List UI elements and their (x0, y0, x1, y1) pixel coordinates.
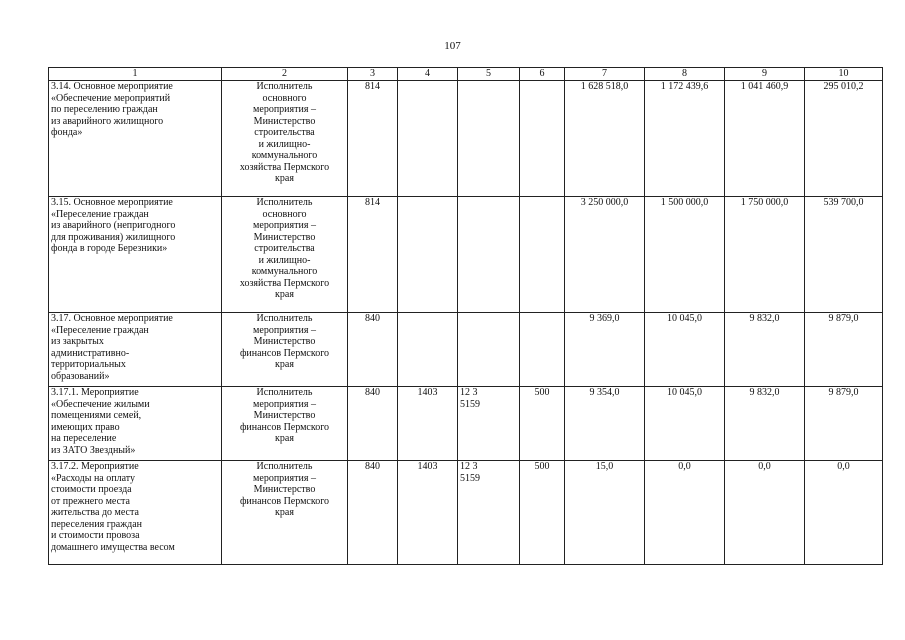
column-header: 4 (398, 68, 458, 81)
column-header: 3 (348, 68, 398, 81)
cell-section (398, 313, 458, 387)
cell-section: 1403 (398, 461, 458, 565)
table-row (49, 81, 883, 197)
executor: Исполнитель основного мероприятия – Министерство строительства и жилищно- коммунального хозяйства Пермского края (222, 197, 348, 313)
cell-grbs: 840 (348, 461, 398, 565)
cell-grbs: 840 (348, 387, 398, 461)
cell-grbs: 840 (348, 313, 398, 387)
cell-year-1: 15,0 (565, 461, 645, 565)
cell-year-4: 295 010,2 (805, 81, 883, 197)
column-header: 5 (458, 68, 520, 81)
executor: Исполнитель мероприятия – Министерство финансов Пермского края (222, 461, 348, 565)
executor: Исполнитель основного мероприятия – Министерство строительства и жилищно- коммунального хозяйства Пермского края (222, 81, 348, 197)
column-header: 1 (49, 68, 222, 81)
cell-target (458, 81, 520, 197)
activity-name: 3.17. Основное мероприятие «Переселение граждан из закрытых административно- территориальных образований» (49, 313, 222, 387)
header-row (49, 68, 883, 81)
column-header: 2 (222, 68, 348, 81)
activity-name: 3.15. Основное мероприятие «Переселение граждан из аварийного (непригодного для проживания) жилищного фонда в городе Березники» (49, 197, 222, 313)
cell-kind (520, 197, 565, 313)
cell-year-1: 9 369,0 (565, 313, 645, 387)
cell-year-3: 9 832,0 (725, 387, 805, 461)
cell-target (458, 313, 520, 387)
activity-name: 3.17.1. Мероприятие «Обеспечение жилыми помещениями семей, имеющих право на переселение из ЗАТО Звездный» (49, 387, 222, 461)
executor: Исполнитель мероприятия – Министерство финансов Пермского края (222, 313, 348, 387)
table-row (49, 387, 883, 461)
budget-table (48, 67, 883, 565)
column-header: 8 (645, 68, 725, 81)
cell-year-4: 9 879,0 (805, 387, 883, 461)
cell-year-2: 10 045,0 (645, 313, 725, 387)
activity-name: 3.14. Основное мероприятие «Обеспечение мероприятий по переселению граждан из аварийного жилищного фонда» (49, 81, 222, 197)
table-row (49, 461, 883, 565)
column-header: 6 (520, 68, 565, 81)
cell-year-3: 1 750 000,0 (725, 197, 805, 313)
table-row (49, 313, 883, 387)
cell-kind: 500 (520, 387, 565, 461)
cell-year-4: 539 700,0 (805, 197, 883, 313)
cell-kind (520, 81, 565, 197)
cell-kind: 500 (520, 461, 565, 565)
cell-year-1: 9 354,0 (565, 387, 645, 461)
column-header: 7 (565, 68, 645, 81)
cell-kind (520, 313, 565, 387)
cell-section: 1403 (398, 387, 458, 461)
cell-target (458, 197, 520, 313)
cell-year-3: 9 832,0 (725, 313, 805, 387)
cell-target: 12 3 5159 (458, 387, 520, 461)
cell-grbs: 814 (348, 197, 398, 313)
cell-target: 12 3 5159 (458, 461, 520, 565)
page-number: 107 (444, 40, 461, 52)
cell-section (398, 197, 458, 313)
cell-year-4: 9 879,0 (805, 313, 883, 387)
table-row (49, 197, 883, 313)
cell-year-2: 1 500 000,0 (645, 197, 725, 313)
cell-section (398, 81, 458, 197)
cell-grbs: 814 (348, 81, 398, 197)
cell-year-2: 0,0 (645, 461, 725, 565)
activity-name: 3.17.2. Мероприятие «Расходы на оплату стоимости проезда от прежнего места жительства до места переселения граждан и стоимости провоза домашнего имущества весом (49, 461, 222, 565)
column-header: 9 (725, 68, 805, 81)
cell-year-2: 10 045,0 (645, 387, 725, 461)
cell-year-3: 1 041 460,9 (725, 81, 805, 197)
cell-year-4: 0,0 (805, 461, 883, 565)
column-header: 10 (805, 68, 883, 81)
cell-year-3: 0,0 (725, 461, 805, 565)
executor: Исполнитель мероприятия – Министерство финансов Пермского края (222, 387, 348, 461)
cell-year-2: 1 172 439,6 (645, 81, 725, 197)
cell-year-1: 3 250 000,0 (565, 197, 645, 313)
cell-year-1: 1 628 518,0 (565, 81, 645, 197)
